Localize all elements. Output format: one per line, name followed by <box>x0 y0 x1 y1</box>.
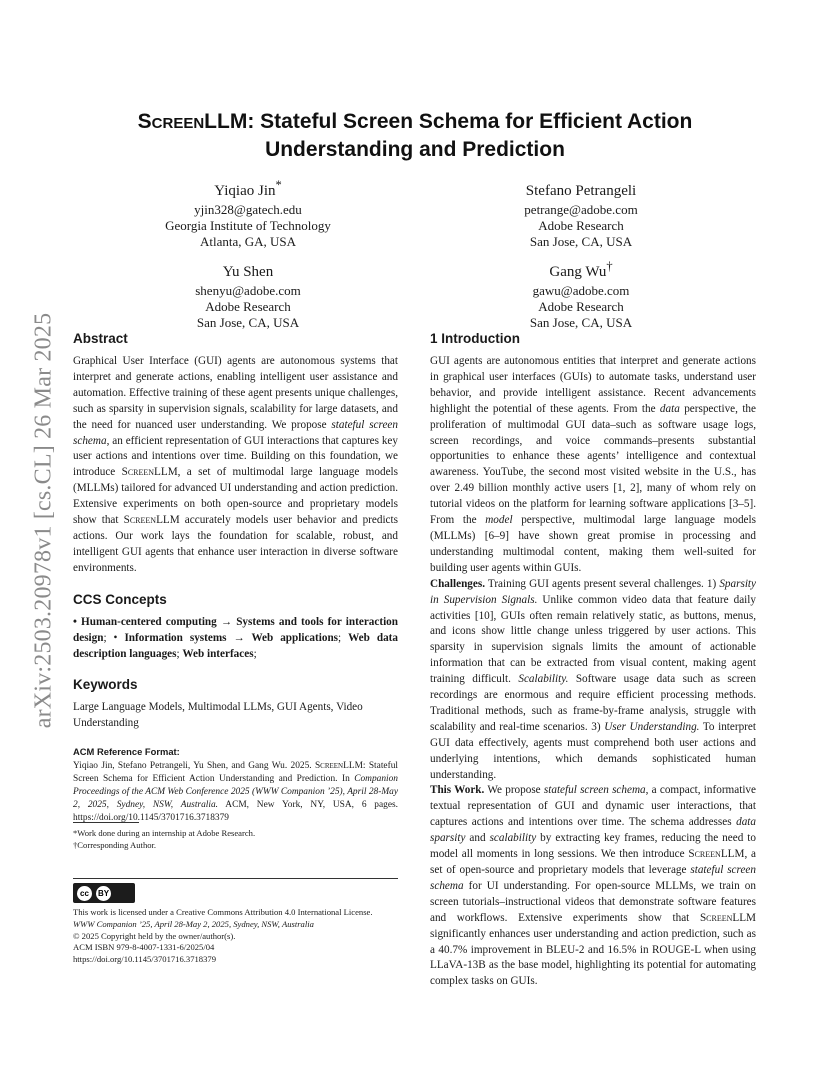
author-email: petrange@adobe.com <box>524 202 638 217</box>
license-rule <box>73 878 398 879</box>
author-name: Gang Wu <box>549 264 607 280</box>
author-mark: † <box>606 259 613 273</box>
title-line2: Understanding and Prediction <box>265 138 565 161</box>
author-block <box>133 258 363 331</box>
cc-icon: cc <box>77 886 92 901</box>
acm-reference-text: Yiqiao Jin, Stefano Petrangeli, Yu Shen, and Gang Wu. 2025. ScreenLLM: Stateful Screen Schema for Efficient Action Understanding and Prediction. In Companion Proceedings of the ACM Web Conference 2025 (WWW Companion ’25), April 28-May 2, 2025, Sydney, NSW, Australia. ACM, New York, NY, USA, 6 pages. https://doi.org/10.1145/3701716.3718379 <box>73 761 398 824</box>
author-block <box>466 177 696 250</box>
author-location: Atlanta, GA, USA <box>199 234 297 249</box>
intro-paragraph-challenges: Challenges. Training GUI agents present several challenges. 1) Sparsity in Supervision Signals. Unlike common video data that feature daily activities [10], GUIs often remain relatively static, as buttons, menus, and icons show little change unless triggered by user actions. This sparsity in supervision signals limits the amount of actionable information that can be extracted from visual content, making agent training difficult. Scalability. Software usage data such as screen recordings are enormous and require efficient processing methods. Traditional methods, such as frame-by-frame analysis, struggle with scalability and real-time scenarios. 3) User Understanding. To interpret GUI data effectively, agents must comprehend both user actions and underlying intentions, which demands sophisticated human understanding. <box>430 577 756 781</box>
license-block <box>73 878 403 966</box>
left-column <box>73 330 398 825</box>
author-location: San Jose, CA, USA <box>529 234 633 249</box>
intro-paragraph-1: GUI agents are autonomous entities that interpret and generate actions in graphical user interfaces (GUIs) to automate tasks, understand user behavior, and provide intelligent assistance. Recent advancements highlight the potential of these agents. From the data perspective, the proliferation of multimodal GUI data–such as software usage logs, screen recordings, and voice commands–presents substantial opportunities to enhance these agents’ intelligence and contextual awareness. YouTube, the second most visited website in the U.S., has over 2.49 billion monthly active users [1, 2], many of whom rely on tutorial videos on the platform for learning software applications [3–5]. From the model perspective, multimodal large language models (MLLMs) [6–9] have shown great promise in processing and understanding multimodal content, making them well-suited for building user agents within GUIs. <box>430 355 756 574</box>
abstract-text: Graphical User Interface (GUI) agents are autonomous systems that interpret and generate actions, enabling intelligent user assistance and automation. Effective training of these agent presents unique challenges, such as sparsity in supervision signals, scalability for large datasets, and the need for nuanced user understanding. We propose stateful screen schema, an efficient representation of GUI interactions that captures key user actions and intentions over time. Building on this foundation, we introduce ScreenLLM, a set of multimodal large language models (MLLMs) tailored for advanced UI understanding and action prediction. Extensive experiments on both open-source and proprietary models show that ScreenLLM accurately models user behavior and predicts actions. Our work lays the foundation for scalable, robust, and intelligent GUI agents that enhance user interaction in diverse software environments. <box>73 355 398 574</box>
author-name: Stefano Petrangeli <box>525 183 637 199</box>
cc-by-badge <box>73 883 135 903</box>
introduction-heading: 1 Introduction <box>430 331 520 346</box>
author-location: San Jose, CA, USA <box>196 315 300 330</box>
author-name: Yu Shen <box>222 264 274 280</box>
paper-title <box>90 108 740 164</box>
ccs-text: • Human-centered computing → Systems and tools for interaction design; • Information systems → Web applications; Web data description languages; Web interfaces; <box>73 615 398 660</box>
by-icon: BY <box>96 886 111 901</box>
title-line1: : Stateful Screen Schema for Efficient Action <box>247 110 693 133</box>
ccs-section <box>73 591 398 663</box>
footnote-rule <box>73 822 139 823</box>
keywords-heading: Keywords <box>73 677 138 693</box>
author-block <box>466 258 696 331</box>
abstract-section <box>73 330 398 577</box>
doi-line: https://doi.org/10.1145/3701716.3718379 <box>73 954 216 965</box>
abstract-heading: Abstract <box>73 331 128 346</box>
keywords-text: Large Language Models, Multimodal LLMs, GUI Agents, Video Understanding <box>73 701 363 730</box>
author-block <box>133 177 363 250</box>
author-affiliation: Adobe Research <box>538 218 624 233</box>
author-email: yjin328@gatech.edu <box>194 202 302 217</box>
acm-reference-heading: ACM Reference Format: <box>73 746 180 758</box>
intro-paragraph-this-work: This Work. We propose stateful screen schema, a compact, informative textual representation of GUI and dynamic user interactions, that captures actions and intentions over time. The schema addresses data sparsity and scalability by extracting key frames, reducing the need to model all moments in long sessions. We then introduce ScreenLLM, a set of open-source and proprietary models that leverage stateful screen schema for UI understanding. For open-source MLLMs, we train on screen tutorials–instructional videos that demonstrate software features and workflows. Extensive experiments show that ScreenLLM significantly enhances user understanding and action prediction, such as a 40.7% improvement in BLEU-2 and 16.5% in ROUGE-L when using LLaVA-13B as the base model, highlighting its potential for automating complex tasks on GUIs. <box>430 784 757 988</box>
right-column <box>430 330 756 990</box>
footnote: †Corresponding Author. <box>73 840 157 850</box>
isbn-line: ACM ISBN 979-8-4007-1331-6/2025/04 <box>73 942 215 953</box>
keywords-section <box>73 676 398 732</box>
author-location: San Jose, CA, USA <box>529 315 633 330</box>
arxiv-sidebar <box>24 280 64 760</box>
author-affiliation: Adobe Research <box>538 299 624 314</box>
author-mark: * <box>275 178 282 192</box>
license-text: This work is licensed under a Creative Commons Attribution 4.0 International License. <box>73 907 373 917</box>
title-system-name: ScreenLLM <box>137 110 248 133</box>
footnotes <box>73 822 398 851</box>
author-email: shenyu@adobe.com <box>195 283 301 298</box>
acm-reference <box>73 746 398 825</box>
author-affiliation: Georgia Institute of Technology <box>165 218 331 233</box>
author-email: gawu@adobe.com <box>532 283 630 298</box>
footnote: *Work done during an internship at Adobe Research. <box>73 828 256 838</box>
conference-line: WWW Companion ’25, April 28-May 2, 2025, Sydney, NSW, Australia <box>73 918 314 929</box>
ccs-heading: CCS Concepts <box>73 591 167 607</box>
copyright-line: © 2025 Copyright held by the owner/author(s). <box>73 930 236 941</box>
arxiv-identifier: arXiv:2503.20978v1 [cs.CL] 26 Mar 2025 <box>30 312 57 728</box>
author-affiliation: Adobe Research <box>205 299 291 314</box>
author-name: Yiqiao Jin <box>214 183 276 199</box>
